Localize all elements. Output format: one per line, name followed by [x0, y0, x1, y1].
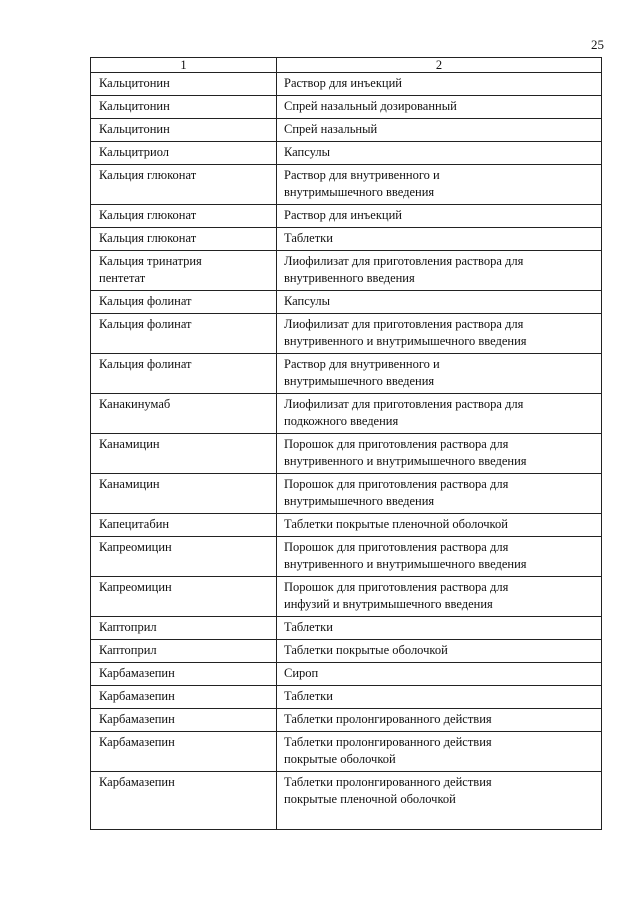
drug-name-cell: Кальция глюконат	[91, 228, 277, 251]
drug-name-cell: Капреомицин	[91, 537, 277, 577]
dosage-form-cell	[277, 314, 602, 354]
table-body	[91, 73, 602, 830]
dosage-form-line: Таблетки пролонгированного действия	[284, 735, 492, 749]
dosage-form-line: Порошок для приготовления раствора для	[284, 437, 509, 451]
dosage-form-cell	[277, 119, 602, 142]
table-row	[91, 291, 602, 314]
drug-name-cell: Каптоприл	[91, 640, 277, 663]
drug-name-cell: Капреомицин	[91, 577, 277, 617]
dosage-form-line: Таблетки	[284, 620, 333, 634]
dosage-form-line: Таблетки пролонгированного действия	[284, 712, 492, 726]
page-number: 25	[591, 37, 604, 52]
drug-name-cell: Карбамазепин	[91, 772, 277, 830]
dosage-form-cell	[277, 251, 602, 291]
header-row	[91, 58, 602, 73]
table-row	[91, 205, 602, 228]
column-header-2: 2	[277, 58, 602, 73]
table-row	[91, 537, 602, 577]
drug-name-cell: Карбамазепин	[91, 709, 277, 732]
table-row	[91, 394, 602, 434]
dosage-form-cell	[277, 474, 602, 514]
dosage-form-cell	[277, 686, 602, 709]
drug-name-cell: Кальцитриол	[91, 142, 277, 165]
dosage-form-cell	[277, 394, 602, 434]
dosage-form-cell	[277, 96, 602, 119]
drug-table	[90, 57, 602, 830]
dosage-form-line: Таблетки пролонгированного действия	[284, 775, 492, 789]
table-row	[91, 165, 602, 205]
dosage-form-cell	[277, 640, 602, 663]
dosage-form-line: Раствор для внутривенного и	[284, 357, 440, 371]
dosage-form-cell	[277, 663, 602, 686]
dosage-form-cell	[277, 142, 602, 165]
dosage-form-line: Лиофилизат для приготовления раствора для	[284, 397, 524, 411]
dosage-form-cell	[277, 732, 602, 772]
drug-name-cell: Каптоприл	[91, 617, 277, 640]
table-row	[91, 686, 602, 709]
table-row	[91, 640, 602, 663]
table-row	[91, 119, 602, 142]
drug-name-cell: Карбамазепин	[91, 663, 277, 686]
table-row	[91, 73, 602, 96]
drug-name-cell: Кальция глюконат	[91, 205, 277, 228]
dosage-form-line: Таблетки покрытые оболочкой	[284, 643, 448, 657]
drug-name-cell: Кальция фолинат	[91, 314, 277, 354]
table-row	[91, 354, 602, 394]
dosage-form-line: Таблетки	[284, 689, 333, 703]
table-row	[91, 314, 602, 354]
dosage-form-cell	[277, 617, 602, 640]
drug-name-cell: Кальцитонин	[91, 119, 277, 142]
dosage-form-cell	[277, 434, 602, 474]
table-row	[91, 732, 602, 772]
table-row	[91, 617, 602, 640]
dosage-form-cell	[277, 73, 602, 96]
column-header-1: 1	[91, 58, 277, 73]
dosage-form-line: внутривенного и внутримышечного введения	[284, 334, 527, 348]
dosage-form-line: Таблетки	[284, 231, 333, 245]
drug-name-cell: Карбамазепин	[91, 686, 277, 709]
drug-name-cell: Капецитабин	[91, 514, 277, 537]
dosage-form-line: внутримышечного введения	[284, 494, 435, 508]
table-row	[91, 228, 602, 251]
dosage-form-line: внутримышечного введения	[284, 185, 435, 199]
dosage-form-cell	[277, 205, 602, 228]
dosage-form-cell	[277, 354, 602, 394]
dosage-form-line: Спрей назальный дозированный	[284, 99, 457, 113]
table-row	[91, 577, 602, 617]
drug-name-cell: Кальцитонин	[91, 73, 277, 96]
dosage-form-cell	[277, 772, 602, 830]
dosage-form-line: Порошок для приготовления раствора для	[284, 580, 509, 594]
drug-name-cell: Канамицин	[91, 434, 277, 474]
dosage-form-line: Раствор для внутривенного и	[284, 168, 440, 182]
drug-name-cell: Кальция фолинат	[91, 291, 277, 314]
dosage-form-line: Капсулы	[284, 145, 330, 159]
dosage-form-line: подкожного введения	[284, 414, 399, 428]
dosage-form-line: внутривенного и внутримышечного введения	[284, 454, 527, 468]
dosage-form-line: внутримышечного введения	[284, 374, 435, 388]
dosage-form-cell	[277, 291, 602, 314]
table-row	[91, 96, 602, 119]
table-row	[91, 772, 602, 830]
drug-name-cell: Кальция глюконат	[91, 165, 277, 205]
drug-name-cell	[91, 251, 277, 291]
dosage-form-cell	[277, 537, 602, 577]
dosage-form-line: Сироп	[284, 666, 319, 680]
dosage-form-line: внутривенного и внутримышечного введения	[284, 557, 527, 571]
dosage-form-line: внутривенного введения	[284, 271, 415, 285]
dosage-form-line: покрытые пленочной оболочкой	[284, 792, 456, 806]
dosage-form-line: Лиофилизат для приготовления раствора для	[284, 317, 524, 331]
drug-name-cell: Карбамазепин	[91, 732, 277, 772]
dosage-form-cell	[277, 709, 602, 732]
drug-name-cell: Кальция фолинат	[91, 354, 277, 394]
dosage-form-cell	[277, 228, 602, 251]
dosage-form-cell	[277, 165, 602, 205]
dosage-form-line: Раствор для инъекций	[284, 76, 402, 90]
table-row	[91, 709, 602, 732]
drug-name-cell: Кальцитонин	[91, 96, 277, 119]
dosage-form-line: Таблетки покрытые пленочной оболочкой	[284, 517, 508, 531]
dosage-form-line: Спрей назальный	[284, 122, 378, 136]
drug-name-line: пентетат	[99, 271, 146, 285]
table-row	[91, 514, 602, 537]
dosage-form-line: покрытые оболочкой	[284, 752, 396, 766]
drug-name-cell: Канамицин	[91, 474, 277, 514]
table-row	[91, 251, 602, 291]
dosage-form-line: Порошок для приготовления раствора для	[284, 477, 509, 491]
drug-name-cell: Канакинумаб	[91, 394, 277, 434]
dosage-form-line: Раствор для инъекций	[284, 208, 402, 222]
dosage-form-cell	[277, 514, 602, 537]
table-row	[91, 434, 602, 474]
table-row	[91, 663, 602, 686]
dosage-form-line: Порошок для приготовления раствора для	[284, 540, 509, 554]
drug-name-line: Кальция тринатрия	[99, 254, 202, 268]
dosage-form-cell	[277, 577, 602, 617]
dosage-form-line: Капсулы	[284, 294, 330, 308]
table-row	[91, 474, 602, 514]
dosage-form-line: инфузий и внутримышечного введения	[284, 597, 493, 611]
table-row	[91, 142, 602, 165]
table-header	[91, 58, 602, 73]
dosage-form-line: Лиофилизат для приготовления раствора для	[284, 254, 524, 268]
